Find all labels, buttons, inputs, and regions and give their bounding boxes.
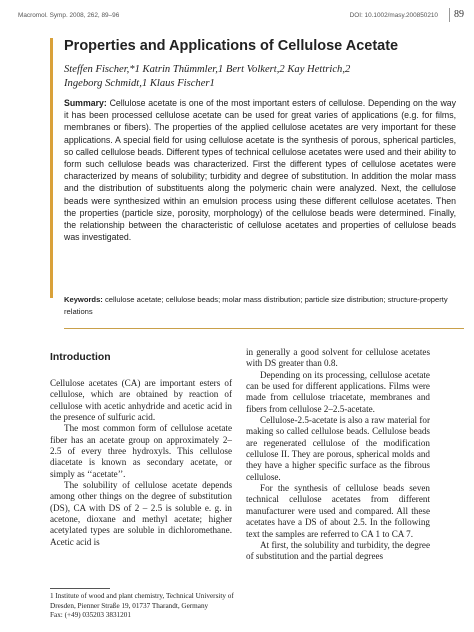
journal-citation: Macromol. Symp. 2008, 262, 89–96 [18,12,120,19]
introduction-heading: Introduction [50,352,111,363]
paragraph: The most common form of cellulose acetate fiber has an acetate group on approximately 2–2.5 of every three hydroxyls. This cellulose diacetate is known as secondary acetate, or simply as ‘‘acetate’’. [50,423,232,479]
running-header [18,8,464,22]
right-column [246,347,430,563]
left-column [50,378,232,548]
author-line-1: Steffen Fischer,*1 Katrin Thümmler,1 Bert Volkert,2 Kay Hettrich,2 [64,64,351,75]
article-title: Properties and Applications of Cellulose Acetate [64,38,399,54]
author-line-2: Ingeborg Schmidt,1 Klaus Fischer1 [64,77,215,89]
paragraph: Cellulose acetates (CA) are important esters of cellulose, which are obtained by reaction of cellulose with acetic anhydride and acetic acid in the presence of sulfuric acid. [50,378,232,423]
author-list [64,63,464,90]
title-accent-bar [50,38,53,298]
doi[interactable]: DOI: 10.1002/masy.200850210 [349,12,438,19]
section-divider [64,328,464,329]
footnote-line-1: 1 Institute of wood and plant chemistry, Technical University of Dresden, Pienner Straße 19, 01737 Tharandt, Germany [50,592,234,610]
abstract-label: Summary: [64,98,107,108]
keywords [64,294,456,317]
abstract-text: Cellulose acetate is one of the most important esters of cellulose. Depending on the way it has been processed cellulose acetate can be used for great varies of applications (e.g. for films, membranes or fibers). The properties of the applied cellulose acetates are very important for these applications. A special field for using cellulose acetate is the synthesis of porous, spherical particles, so called cellulose beads. Different types of technical cellulose acetates were used and their ability to form such cellulose beads was characterized. First the different types of cellulose acetates were characterized by means of solubility; turbidity and degree of substitution. In addition the molar mass and the distribution of substituents along the polymeric chain were analyzed. Next, the cellulose beads were synthesized within an emulsion process using these different cellulose acetates. Then the properties (particle size, porosity, morphology) of the cellulose beads were determined. Finally, the relationship between the characteristic of cellulose acetates and properties of cellulose beads was investigated. [64,98,456,243]
paragraph: For the synthesis of cellulose beads seven technical cellulose acetates from different manufacturer were used and compared. All these acetates have a DS of about 2.5. In the following text the samples are referred to CA 1 to CA 7. [246,483,430,539]
abstract [64,97,456,243]
footnote-line-2: Fax: (+49) 035203 3831201 [50,611,131,619]
keywords-text: cellulose acetate; cellulose beads; molar mass distribution; particle size distribution; structure-property relations [64,295,448,316]
affiliation-footnote [50,592,250,621]
paragraph: Cellulose-2.5-acetate is also a raw material for making so called cellulose beads. Cellulose beads are regenerated cellulose of the modification cellulose II. They are porous, spherical molds and they have a higher specific surface as the fibrous cellulose. [246,415,431,482]
keywords-label: Keywords: [64,295,103,304]
paragraph: in generally a good solvent for cellulose acetates with DS greater than 0.8. [246,347,430,369]
page-number: 89 [449,8,464,22]
paragraph: Depending on its processing, cellulose acetate can be used for different applications. Films were made from cellulose triacetate, membranes and fibers from cellulose 2–2.5-acetate. [246,369,430,414]
footnote-divider [50,588,110,589]
paragraph: At first, the solubility and turbidity, the degree of substitution and the partial degrees [246,539,430,562]
paragraph: The solubility of cellulose acetate depends among other things on the degree of substitution (DS), CA with DS of 2 – 2.5 is soluble e. g. in acetone, dioxane and methyl acetate; higher acetylated types are soluble in dichloromethane. Acetic acid is [50,480,232,547]
